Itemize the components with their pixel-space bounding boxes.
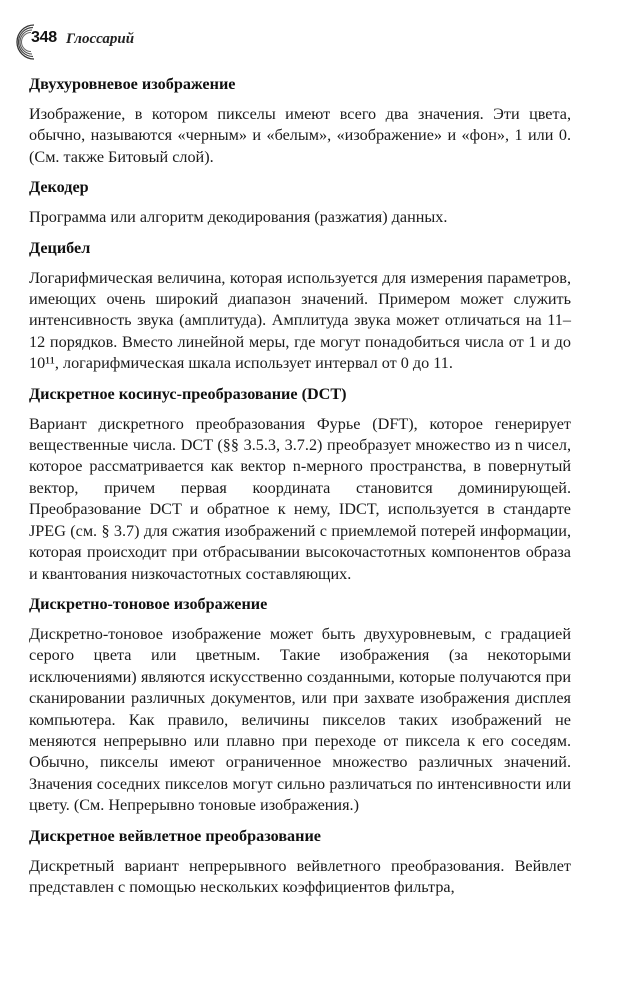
entry-term: Двухуровневое изображение xyxy=(29,75,236,93)
entry-definition: Дискретный вариант непрерывного вейвлетного преобразования. Вейвлет представлен с помощью нескольких коэффициентов фильтра, xyxy=(29,856,571,896)
glossary-entry xyxy=(29,594,571,817)
entry-definition: Программа или алгоритм декодирования (разжатия) данных. xyxy=(29,208,448,227)
entry-definition: Логарифмическая величина, которая используется для измерения параметров, имеющих очень широкий диапазон значений. Примером может служить интенсивность звука (амплитуда). Амплитуда звука может отличаться на 11–12 порядков. Вместо линейной меры, где могут понадобиться числа от 1 и до 10¹¹, логарифмическая шкала использует интервал от 0 до 11. xyxy=(29,268,571,373)
glossary-entry xyxy=(29,384,571,585)
entry-definition: Дискретно-тоновое изображение может быть двухуровневым, с градацией серого цвета или цветным. Такие изображения (за некоторыми исключениями) являются искусственно созданными, которые получаются при сканировании различных документов, или при захвате изображения дисплея компьютера. Как правило, величины пикселов таких изображений не меняются непрерывно или плавно при переходе от пиксела к его соседям. Обычно, пикселы имеют ограниченное множество различных значений. Значения соседних пикселов могут сильно различаться по интенсивности или цвету. (См. Непрерывно тоновые изображения.) xyxy=(29,624,571,815)
glossary-entry xyxy=(29,74,571,168)
entry-term: Декодер xyxy=(29,178,89,197)
running-title: Глоссарий xyxy=(66,31,135,47)
entry-definition: Вариант дискретного преобразования Фурье (DFT), которое генерирует вещественные числа. DCT (§§ 3.5.3, 3.7.2) преобразует множество из n чисел, которое рассматривается как вектор n-мерного пространства, в повернутый вектор, причем первая координата становится доминирующей. Преобразование DCT и обратное к нему, IDCT, используется в стандарте JPEG (см. § 3.7) для сжатия изображений с приемлемой потерей информации, которая происходит при отбрасывании высокочастотных компонентов образа и квантования низкочастотных составляющих. xyxy=(29,414,571,583)
glossary-entry xyxy=(29,826,571,899)
glossary-entry xyxy=(29,177,571,228)
entry-term: Дискретно-тоновое изображение xyxy=(29,594,268,613)
page-header xyxy=(14,22,614,62)
glossary-entry xyxy=(29,238,571,375)
entry-term: Децибел xyxy=(29,238,91,257)
page-number: 348 xyxy=(31,29,57,46)
entry-term: Дискретное вейвлетное преобразование xyxy=(29,826,321,845)
glossary-content xyxy=(29,74,571,907)
entry-term: Дискретное косинус-преобразование (DCT) xyxy=(29,384,347,403)
entry-definition: Изображение, в котором пикселы имеют всего два значения. Эти цвета, обычно, называются «черным» и «белым», «изображение» и «фон», 1 или 0. (См. также Битовый слой). xyxy=(29,105,571,166)
page-number-badge xyxy=(14,22,58,62)
